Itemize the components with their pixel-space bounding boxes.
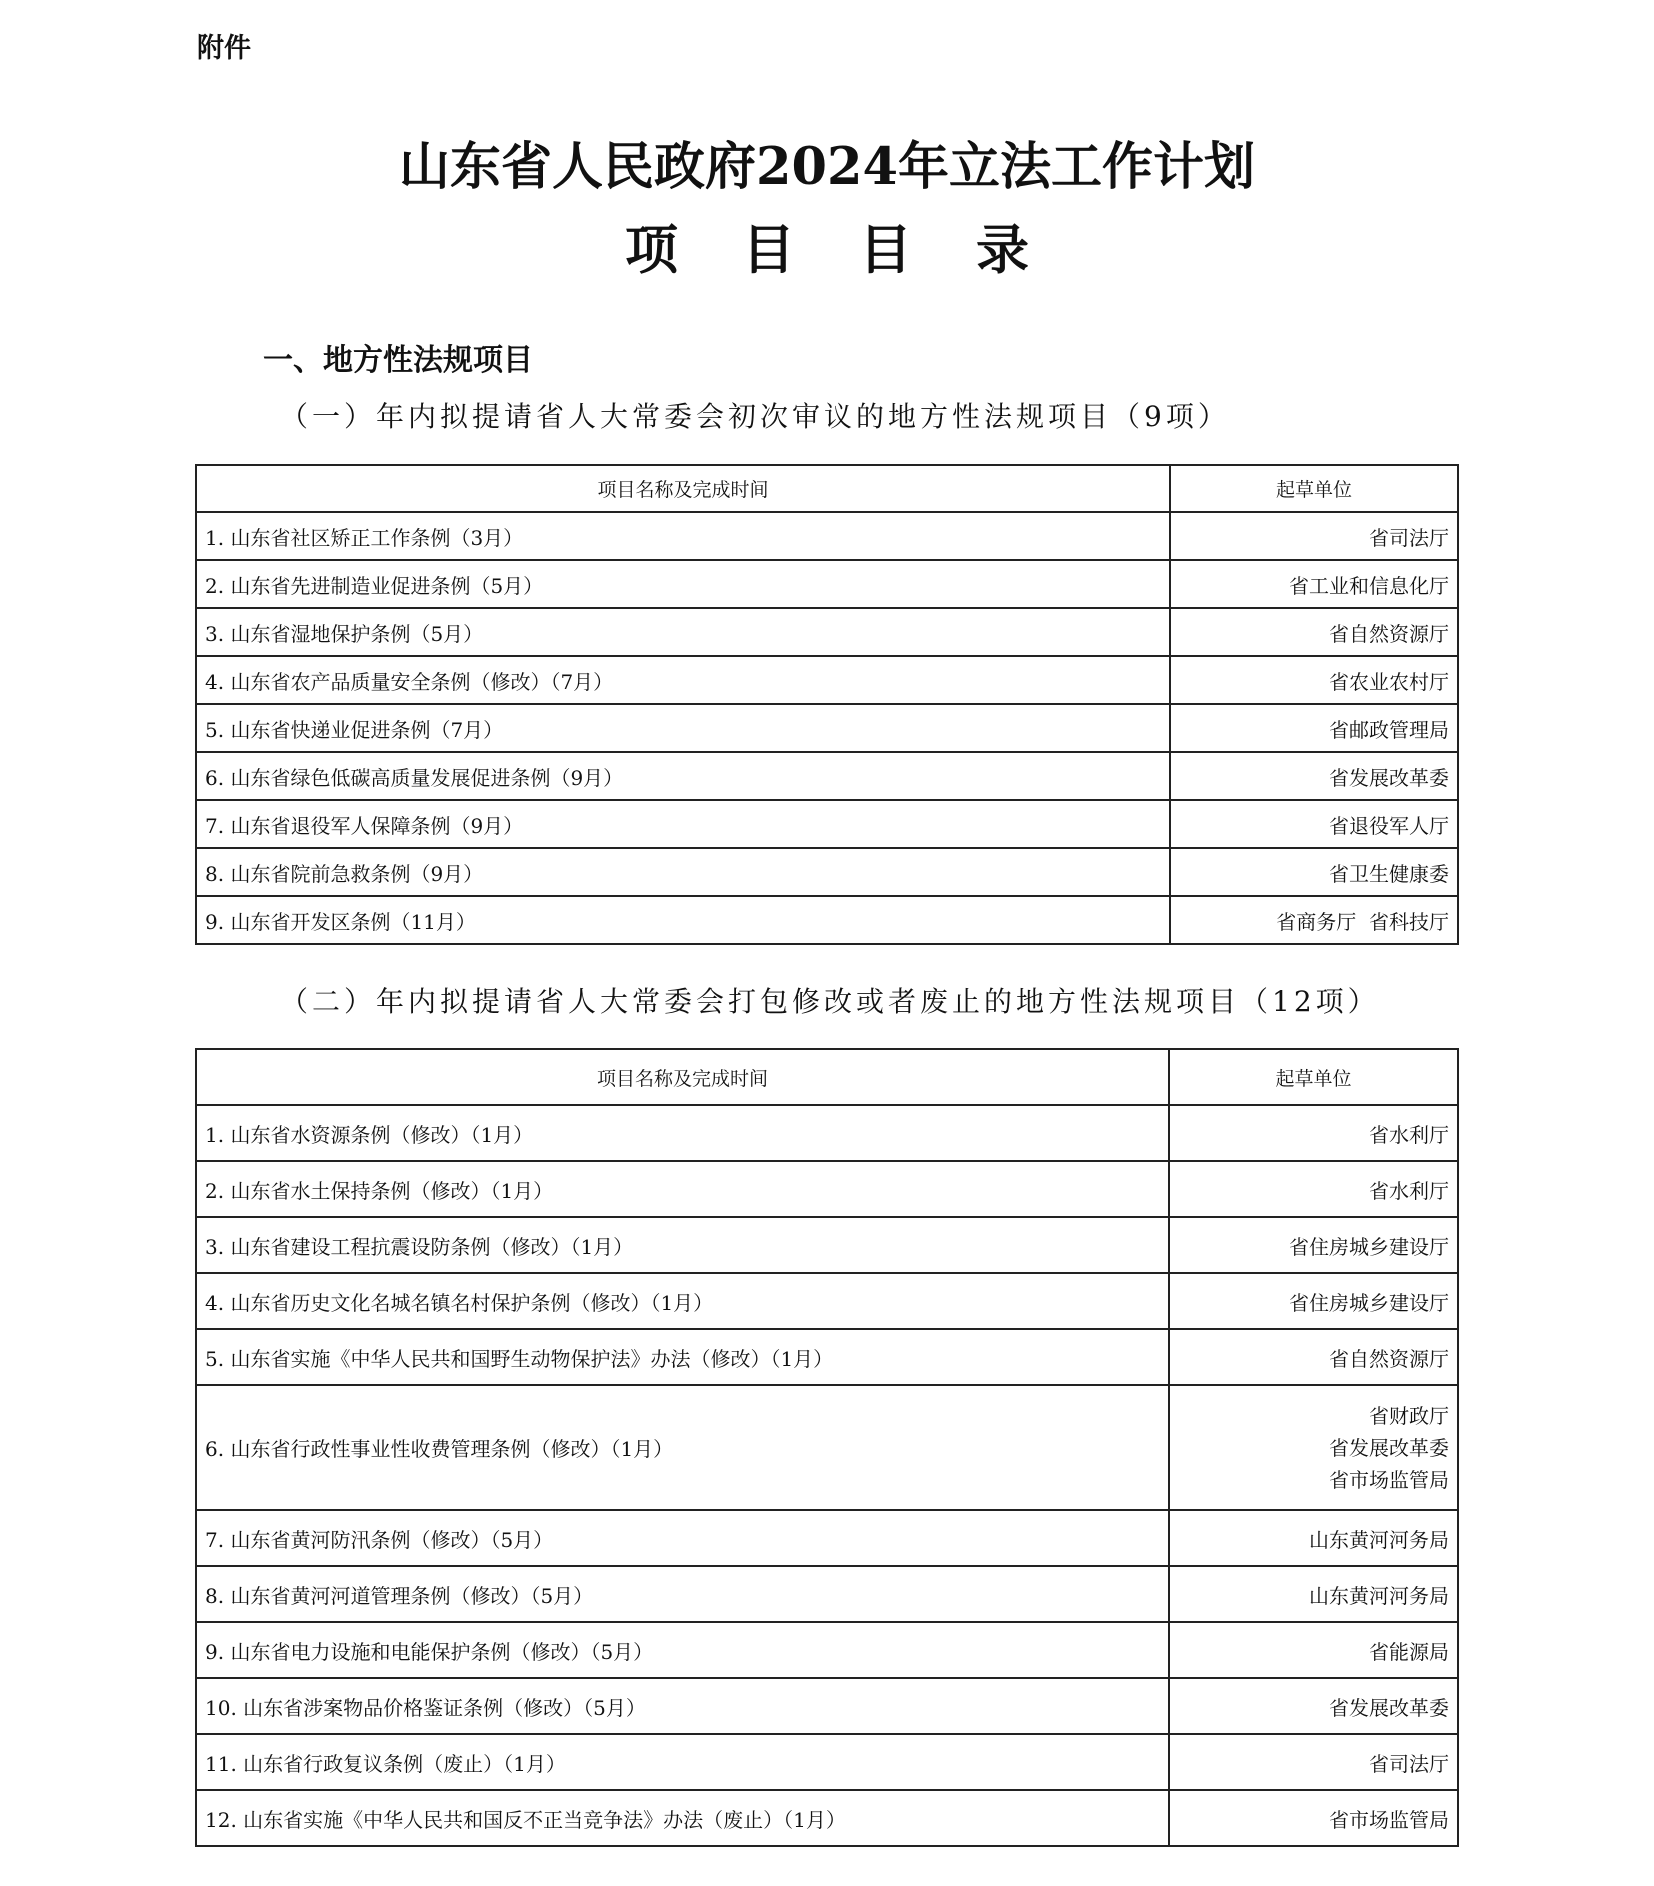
document-subtitle bbox=[0, 208, 1654, 284]
drafting-unit: 省司法厅 bbox=[1170, 512, 1458, 560]
drafting-unit: 山东黄河河务局 bbox=[1169, 1510, 1458, 1566]
drafting-unit: 省市场监管局 bbox=[1169, 1790, 1458, 1846]
column-header-unit: 起草单位 bbox=[1169, 1049, 1458, 1105]
table-row bbox=[196, 608, 1458, 656]
project-name: 3. 山东省湿地保护条例（5月） bbox=[196, 608, 1170, 656]
subtitle-char: 录 bbox=[976, 219, 1029, 281]
project-name: 5. 山东省快递业促进条例（7月） bbox=[196, 704, 1170, 752]
drafting-unit: 省自然资源厅 bbox=[1170, 608, 1458, 656]
table-row bbox=[196, 1273, 1458, 1329]
table-row bbox=[196, 1678, 1458, 1734]
project-name: 9. 山东省开发区条例（11月） bbox=[196, 896, 1170, 944]
document-title: 山东省人民政府2024年立法工作计划 bbox=[399, 137, 1255, 197]
drafting-unit: 省市场监管局 bbox=[1329, 1467, 1449, 1492]
drafting-unit: 省水利厅 bbox=[1169, 1105, 1458, 1161]
table-row bbox=[196, 1105, 1458, 1161]
drafting-unit: 省发展改革委 bbox=[1170, 752, 1458, 800]
subsection-heading-2: （二）年内拟提请省人大常委会打包修改或者废止的地方性法规项目（12项） bbox=[280, 985, 1380, 1018]
table-row bbox=[196, 1217, 1458, 1273]
project-name: 7. 山东省退役军人保障条例（9月） bbox=[196, 800, 1170, 848]
drafting-unit: 省农业农村厅 bbox=[1170, 656, 1458, 704]
drafting-unit: 省退役军人厅 bbox=[1170, 800, 1458, 848]
table-row bbox=[196, 560, 1458, 608]
drafting-unit: 省发展改革委 bbox=[1169, 1678, 1458, 1734]
drafting-unit: 省发展改革委 bbox=[1329, 1435, 1449, 1460]
drafting-unit: 省工业和信息化厅 bbox=[1170, 560, 1458, 608]
table-row bbox=[196, 1622, 1458, 1678]
table-row bbox=[196, 1510, 1458, 1566]
project-name: 1. 山东省水资源条例（修改）（1月） bbox=[196, 1105, 1169, 1161]
project-name: 9. 山东省电力设施和电能保护条例（修改）（5月） bbox=[196, 1622, 1169, 1678]
project-name: 1. 山东省社区矫正工作条例（3月） bbox=[196, 512, 1170, 560]
table-row bbox=[196, 512, 1458, 560]
table-header-row bbox=[196, 465, 1458, 512]
column-header-unit: 起草单位 bbox=[1170, 465, 1458, 512]
project-name: 11. 山东省行政复议条例（废止）（1月） bbox=[196, 1734, 1169, 1790]
table-row bbox=[196, 1385, 1458, 1510]
project-name: 2. 山东省水土保持条例（修改）（1月） bbox=[196, 1161, 1169, 1217]
drafting-units bbox=[1169, 1385, 1458, 1510]
drafting-unit: 省卫生健康委 bbox=[1170, 848, 1458, 896]
table-row bbox=[196, 656, 1458, 704]
table-row bbox=[196, 896, 1458, 944]
drafting-unit: 省住房城乡建设厅 bbox=[1169, 1217, 1458, 1273]
drafting-unit: 省水利厅 bbox=[1169, 1161, 1458, 1217]
project-name: 3. 山东省建设工程抗震设防条例（修改）（1月） bbox=[196, 1217, 1169, 1273]
drafting-unit: 省住房城乡建设厅 bbox=[1169, 1273, 1458, 1329]
drafting-unit: 省能源局 bbox=[1169, 1622, 1458, 1678]
subtitle-char: 目 bbox=[742, 219, 795, 281]
column-header-name: 项目名称及完成时间 bbox=[196, 465, 1170, 512]
project-name: 8. 山东省黄河河道管理条例（修改）（5月） bbox=[196, 1566, 1169, 1622]
project-name: 4. 山东省历史文化名城名镇名村保护条例（修改）（1月） bbox=[196, 1273, 1169, 1329]
project-table-2 bbox=[195, 1048, 1459, 1847]
project-name: 6. 山东省行政性事业性收费管理条例（修改）（1月） bbox=[196, 1385, 1169, 1510]
project-name: 2. 山东省先进制造业促进条例（5月） bbox=[196, 560, 1170, 608]
section-heading: 一、地方性法规项目 bbox=[263, 343, 533, 378]
drafting-unit: 山东黄河河务局 bbox=[1169, 1566, 1458, 1622]
project-name: 5. 山东省实施《中华人民共和国野生动物保护法》办法（修改）（1月） bbox=[196, 1329, 1169, 1385]
table-row bbox=[196, 1734, 1458, 1790]
table-row bbox=[196, 1329, 1458, 1385]
subtitle-char: 项 bbox=[625, 219, 678, 281]
project-table-1 bbox=[195, 464, 1459, 945]
table-row bbox=[196, 1566, 1458, 1622]
table-row bbox=[196, 800, 1458, 848]
table-row bbox=[196, 1161, 1458, 1217]
project-name: 10. 山东省涉案物品价格鉴证条例（修改）（5月） bbox=[196, 1678, 1169, 1734]
project-name: 6. 山东省绿色低碳高质量发展促进条例（9月） bbox=[196, 752, 1170, 800]
drafting-unit: 省商务厅 省科技厅 bbox=[1170, 896, 1458, 944]
attachment-label: 附件 bbox=[197, 33, 251, 64]
column-header-name: 项目名称及完成时间 bbox=[196, 1049, 1169, 1105]
table-header-row bbox=[196, 1049, 1458, 1105]
drafting-unit: 省邮政管理局 bbox=[1170, 704, 1458, 752]
drafting-unit: 省财政厅 bbox=[1369, 1403, 1449, 1428]
table-row bbox=[196, 752, 1458, 800]
project-name: 12. 山东省实施《中华人民共和国反不正当竞争法》办法（废止）（1月） bbox=[196, 1790, 1169, 1846]
project-name: 8. 山东省院前急救条例（9月） bbox=[196, 848, 1170, 896]
drafting-unit: 省司法厅 bbox=[1169, 1734, 1458, 1790]
subtitle-char: 目 bbox=[859, 219, 912, 281]
table-row bbox=[196, 848, 1458, 896]
subsection-heading-1: （一）年内拟提请省人大常委会初次审议的地方性法规项目（9项） bbox=[280, 400, 1230, 433]
project-name: 7. 山东省黄河防汛条例（修改）（5月） bbox=[196, 1510, 1169, 1566]
table-row bbox=[196, 1790, 1458, 1846]
drafting-unit: 省自然资源厅 bbox=[1169, 1329, 1458, 1385]
project-name: 4. 山东省农产品质量安全条例（修改）（7月） bbox=[196, 656, 1170, 704]
table-row bbox=[196, 704, 1458, 752]
